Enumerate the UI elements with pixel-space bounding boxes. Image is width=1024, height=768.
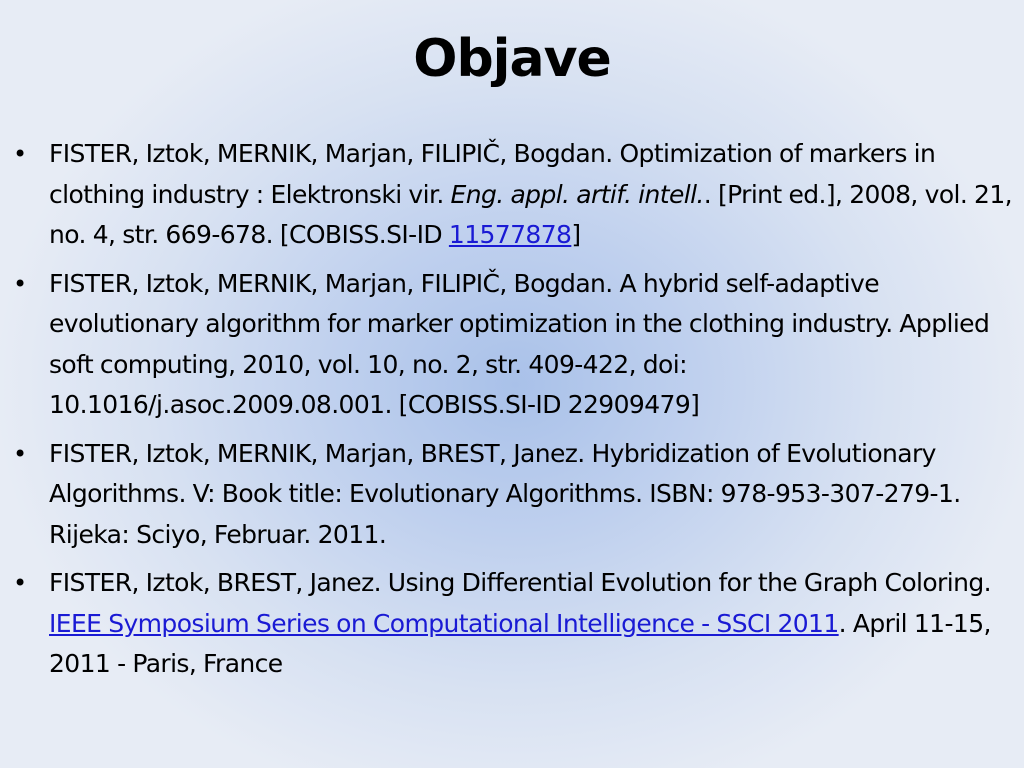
reference-2-text: FISTER, Iztok, MERNIK, Marjan, FILIPIČ, Bogdan. A hybrid self-adaptive evolutionary algorithm for marker optimization in the clothing industry. Applied soft computing, 2010, vol. 10, no. 2, str. 409-422, doi: 10.1016/j.asoc.2009.08.001. [COBISS.SI-ID 22909479] bbox=[49, 268, 990, 419]
cobiss-id-link[interactable]: 11577878 bbox=[448, 220, 572, 249]
bullet-icon: • bbox=[13, 269, 27, 298]
ssci-2011-link[interactable]: IEEE Symposium Series on Computational Intelligence - SSCI 2011 bbox=[49, 608, 839, 638]
bullet-icon: • bbox=[13, 569, 27, 597]
reference-1-journal: Eng. appl. artif. intell. bbox=[450, 179, 704, 209]
slide-title: Objave bbox=[413, 29, 611, 89]
reference-1-end: ] bbox=[571, 220, 581, 249]
reference-1-text: FISTER, Iztok, MERNIK, Marjan, FILIPIČ, Bogdan. Optimization of markers in clothing industry : Elektronski vir. bbox=[49, 139, 936, 209]
reference-4-end: . April 11-15, 2011 - Paris, France bbox=[49, 608, 991, 678]
reference-1-details: . [Print ed.], 2008, vol. 21, no. 4, str. 669-678. [COBISS.SI-ID bbox=[49, 179, 1013, 249]
reference-item-1 bbox=[0, 134, 1024, 256]
reference-4-text: FISTER, Iztok, BREST, Janez. Using Differential Evolution for the Graph Coloring. bbox=[49, 568, 991, 597]
reference-item-3 bbox=[0, 434, 1024, 556]
bullet-icon: • bbox=[13, 439, 27, 468]
bullet-icon: • bbox=[13, 140, 27, 168]
reference-item-4 bbox=[0, 563, 1024, 685]
reference-list bbox=[0, 134, 1024, 693]
reference-3-text: FISTER, Iztok, MERNIK, Marjan, BREST, Janez. Hybridization of Evolutionary Algorithms. V: Book title: Evolutionary Algorithms. ISBN: 978-953-307-279-1. Rijeka: Sciyo, Februar. 2011. bbox=[49, 438, 961, 549]
reference-item-2 bbox=[0, 264, 1024, 426]
